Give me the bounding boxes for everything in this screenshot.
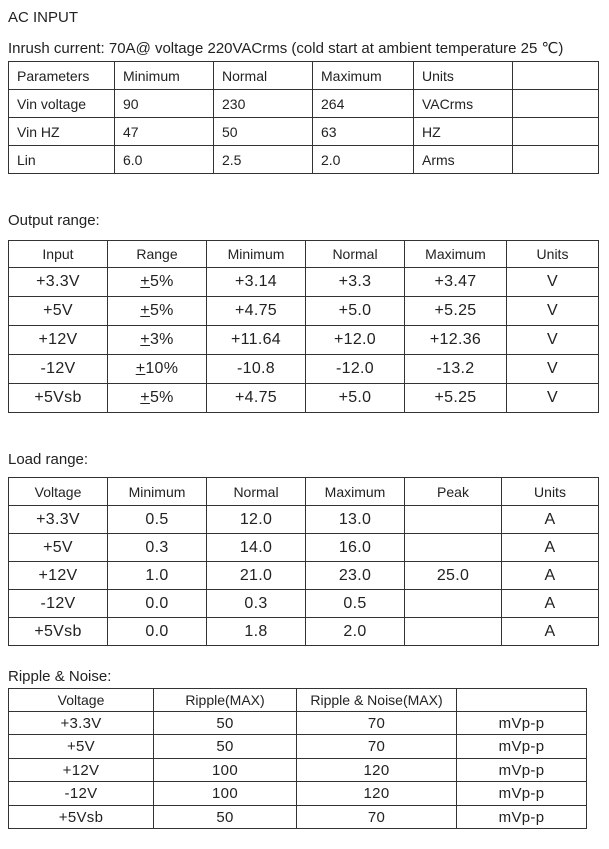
table-cell: 0.3 [108, 534, 207, 562]
plus-minus-sign: + [140, 302, 150, 319]
table-cell: V [507, 355, 599, 384]
table-row [9, 355, 599, 384]
header-cell: Ripple & Noise(MAX) [297, 689, 457, 712]
table-row [9, 562, 599, 590]
table-row [9, 506, 599, 534]
table-cell: Vin voltage [9, 90, 115, 118]
table-cell: 70 [297, 712, 457, 735]
table-cell: Vin HZ [9, 118, 115, 146]
table-cell: V [507, 268, 599, 297]
table-cell: 25.0 [405, 562, 502, 590]
table-cell: -12V [9, 590, 108, 618]
table-cell [405, 590, 502, 618]
table-cell: Lin [9, 146, 115, 174]
table-cell [108, 268, 207, 297]
table-cell: 63 [313, 118, 414, 146]
table-cell: A [502, 618, 599, 646]
table-cell: 2.0 [306, 618, 405, 646]
header-cell: Peak [405, 478, 502, 506]
table-cell: +5Vsb [9, 384, 108, 413]
table-row [9, 712, 587, 735]
header-cell: Maximum [306, 478, 405, 506]
header-cell: Maximum [313, 62, 414, 90]
header-cell: Minimum [207, 241, 306, 268]
table-cell: +12.36 [405, 326, 507, 355]
header-cell: Voltage [9, 478, 108, 506]
table-row [9, 118, 599, 146]
table-cell [108, 355, 207, 384]
table-row [9, 806, 587, 829]
plus-minus-sign: + [140, 331, 150, 348]
header-cell: Minimum [115, 62, 214, 90]
table-cell: +3.3V [9, 712, 154, 735]
table-cell: A [502, 590, 599, 618]
table-cell: 120 [297, 782, 457, 806]
table-cell: mVp-p [457, 759, 587, 782]
table-cell: 230 [214, 90, 313, 118]
table-cell: +5.25 [405, 297, 507, 326]
table-cell: 2.0 [313, 146, 414, 174]
table-cell: A [502, 562, 599, 590]
table-cell: +3.3V [9, 268, 108, 297]
header-cell: Normal [207, 478, 306, 506]
table-cell [405, 618, 502, 646]
table-cell: -12.0 [306, 355, 405, 384]
table-cell: V [507, 297, 599, 326]
table-cell: +5Vsb [9, 806, 154, 829]
table-cell: -10.8 [207, 355, 306, 384]
table-cell: V [507, 326, 599, 355]
table-cell: 0.5 [306, 590, 405, 618]
ac-input-title: AC INPUT [8, 9, 79, 26]
table-cell: +12V [9, 562, 108, 590]
table-cell: +5V [9, 297, 108, 326]
table-cell: +4.75 [207, 297, 306, 326]
table-cell: +4.75 [207, 384, 306, 413]
header-cell: Range [108, 241, 207, 268]
range-value: 5% [149, 302, 174, 319]
table-cell: 0.5 [108, 506, 207, 534]
table-row [9, 618, 599, 646]
range-value: 5% [149, 273, 174, 290]
range-value: 10% [145, 360, 179, 377]
header-cell: Units [502, 478, 599, 506]
table-cell: +5V [9, 735, 154, 759]
table-cell: 13.0 [306, 506, 405, 534]
table-cell: +5Vsb [9, 618, 108, 646]
table-cell: Arms [414, 146, 513, 174]
header-cell: Voltage [9, 689, 154, 712]
table-cell: 50 [154, 735, 297, 759]
range-value: 5% [149, 389, 174, 406]
table-row [9, 534, 599, 562]
table-cell: +5.0 [306, 297, 405, 326]
table-cell: 2.5 [214, 146, 313, 174]
table-cell: A [502, 506, 599, 534]
table-cell: 264 [313, 90, 414, 118]
table-cell: 0.0 [108, 590, 207, 618]
table-cell: 70 [297, 735, 457, 759]
plus-minus-sign: + [140, 273, 150, 290]
header-cell: Units [507, 241, 599, 268]
output-range-title: Output range: [8, 212, 100, 229]
table-row [9, 90, 599, 118]
inrush-current-text: Inrush current: 70A@ voltage 220VACrms (cold start at ambient temperature 25 ℃) [8, 40, 564, 57]
table-cell: mVp-p [457, 806, 587, 829]
table-header-row [9, 62, 599, 90]
ripple-noise-title: Ripple & Noise: [8, 668, 112, 685]
header-cell: Maximum [405, 241, 507, 268]
table-row [9, 590, 599, 618]
table-row [9, 146, 599, 174]
table-cell: +3.14 [207, 268, 306, 297]
header-cell: Input [9, 241, 108, 268]
table-row [9, 326, 599, 355]
ripple-noise-table [8, 688, 587, 829]
table-cell: +12.0 [306, 326, 405, 355]
table-cell: +12V [9, 326, 108, 355]
ac-input-table [8, 61, 599, 174]
table-cell [513, 146, 599, 174]
table-cell: +11.64 [207, 326, 306, 355]
table-cell: 50 [154, 712, 297, 735]
table-cell: mVp-p [457, 782, 587, 806]
load-range-table [8, 477, 599, 646]
table-cell [108, 384, 207, 413]
table-cell: +3.3V [9, 506, 108, 534]
table-cell: 47 [115, 118, 214, 146]
table-cell: 50 [154, 806, 297, 829]
table-cell: -13.2 [405, 355, 507, 384]
table-row [9, 268, 599, 297]
range-value: 3% [149, 331, 174, 348]
table-cell: 6.0 [115, 146, 214, 174]
table-cell: +5.0 [306, 384, 405, 413]
table-row [9, 297, 599, 326]
header-cell [457, 689, 587, 712]
table-cell: 0.0 [108, 618, 207, 646]
table-cell [513, 118, 599, 146]
table-cell: -12V [9, 782, 154, 806]
table-row [9, 759, 587, 782]
table-cell: 1.8 [207, 618, 306, 646]
header-cell: Normal [306, 241, 405, 268]
table-row [9, 782, 587, 806]
header-cell [513, 62, 599, 90]
load-range-title: Load range: [8, 451, 89, 468]
table-cell: VACrms [414, 90, 513, 118]
table-cell: +5V [9, 534, 108, 562]
table-cell [108, 297, 207, 326]
table-cell: 14.0 [207, 534, 306, 562]
header-cell: Units [414, 62, 513, 90]
table-header-row [9, 241, 599, 268]
table-cell: 100 [154, 759, 297, 782]
table-cell: A [502, 534, 599, 562]
table-cell: 21.0 [207, 562, 306, 590]
table-cell: mVp-p [457, 712, 587, 735]
table-cell: +12V [9, 759, 154, 782]
table-cell: +3.47 [405, 268, 507, 297]
table-cell: 0.3 [207, 590, 306, 618]
header-cell: Parameters [9, 62, 115, 90]
header-cell: Normal [214, 62, 313, 90]
table-row [9, 384, 599, 413]
table-cell: -12V [9, 355, 108, 384]
table-cell: 70 [297, 806, 457, 829]
table-row [9, 735, 587, 759]
table-cell: 50 [214, 118, 313, 146]
table-cell [405, 534, 502, 562]
table-cell: V [507, 384, 599, 413]
table-cell: HZ [414, 118, 513, 146]
output-range-table [8, 240, 599, 413]
table-cell: 90 [115, 90, 214, 118]
table-cell: 120 [297, 759, 457, 782]
table-cell [405, 506, 502, 534]
table-cell: 16.0 [306, 534, 405, 562]
table-cell: 100 [154, 782, 297, 806]
table-cell [108, 326, 207, 355]
plus-minus-sign: + [135, 360, 146, 377]
table-cell [513, 90, 599, 118]
table-header-row [9, 689, 587, 712]
header-cell: Minimum [108, 478, 207, 506]
table-cell: 1.0 [108, 562, 207, 590]
table-cell: +3.3 [306, 268, 405, 297]
table-cell: +5.25 [405, 384, 507, 413]
table-cell: 12.0 [207, 506, 306, 534]
table-cell: 23.0 [306, 562, 405, 590]
plus-minus-sign: + [140, 389, 150, 406]
header-cell: Ripple(MAX) [154, 689, 297, 712]
table-cell: mVp-p [457, 735, 587, 759]
table-header-row [9, 478, 599, 506]
